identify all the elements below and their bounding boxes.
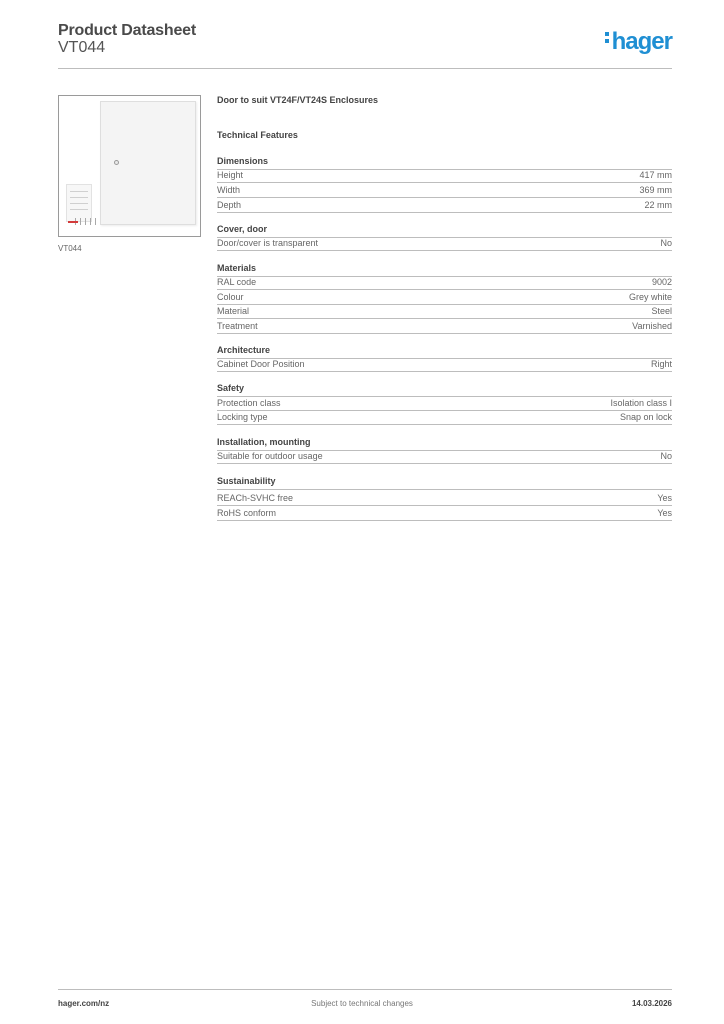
page-title: Product Datasheet [58, 22, 196, 39]
datasheet-header [58, 22, 672, 70]
spec-value: No [660, 238, 672, 248]
footer-website-link[interactable]: hager.com/nz [58, 999, 110, 1008]
product-description: Door to suit VT24F/VT24S Enclosures [217, 95, 379, 105]
spec-value: 22 mm [644, 200, 672, 210]
spec-row [217, 491, 672, 506]
spec-label: Depth [217, 200, 242, 210]
spec-label: Material [217, 306, 250, 316]
accessory-part-icon [80, 218, 81, 225]
spec-label: REACh-SVHC free [217, 493, 294, 503]
spec-label: Treatment [217, 321, 258, 331]
section-title-architecture: Architecture [217, 345, 672, 359]
footer-divider [58, 989, 672, 990]
logo-dots-icon [605, 32, 610, 46]
spec-label: Cabinet Door Position [217, 359, 305, 369]
accessory-red-mark [68, 221, 78, 223]
spec-label: Height [217, 170, 244, 180]
spec-value: Yes [657, 508, 672, 518]
spec-label: Width [217, 185, 241, 195]
spec-label: Suitable for outdoor usage [217, 451, 323, 461]
spec-label: Colour [217, 292, 244, 302]
footer-notice: Subject to technical changes [311, 999, 413, 1008]
product-image [58, 95, 201, 237]
spec-value: No [660, 451, 672, 461]
spec-value: 417 mm [639, 170, 672, 180]
accessory-part-icon [95, 218, 96, 225]
spec-row [217, 275, 672, 290]
accessory-part-icon [85, 218, 86, 225]
header-divider [58, 68, 672, 69]
spec-value: Isolation class I [610, 398, 672, 408]
footer-date: 14.03.2026 [631, 999, 672, 1008]
technical-features-heading: Technical Features [217, 130, 298, 140]
spec-label: RoHS conform [217, 508, 277, 518]
spec-value: Steel [651, 306, 672, 316]
enclosure-illustration [66, 184, 92, 222]
spec-row [217, 290, 672, 305]
spec-value: Yes [657, 493, 672, 503]
spec-value: 9002 [651, 277, 672, 287]
section-title-cover-door: Cover, door [217, 224, 672, 238]
spec-row [217, 396, 672, 411]
accessory-part-icon [90, 218, 91, 225]
spec-value: Snap on lock [619, 412, 672, 422]
spec-row [217, 304, 672, 319]
section-title-dimensions: Dimensions [217, 156, 672, 170]
logo-text: hager [611, 28, 672, 55]
spec-label: Door/cover is transparent [217, 238, 319, 248]
section-title-materials: Materials [217, 263, 672, 277]
spec-value: Grey white [628, 292, 672, 302]
spec-row [217, 449, 672, 464]
product-code: VT044 [58, 39, 106, 56]
spec-row [217, 198, 672, 213]
section-title-sustainability: Sustainability [217, 476, 672, 490]
spec-row [217, 357, 672, 372]
hager-logo [605, 28, 672, 56]
spec-row [217, 236, 672, 251]
spec-row [217, 183, 672, 198]
spec-value: 369 mm [639, 185, 672, 195]
door-lock-icon [114, 160, 119, 165]
spec-label: RAL code [217, 277, 257, 287]
spec-row [217, 319, 672, 334]
spec-row [217, 506, 672, 521]
spec-label: Protection class [217, 398, 281, 408]
spec-row [217, 168, 672, 183]
spec-label: Locking type [217, 412, 268, 422]
door-panel-illustration [100, 101, 196, 225]
spec-value: Varnished [632, 321, 672, 331]
section-title-safety: Safety [217, 383, 672, 397]
spec-value: Right [650, 359, 672, 369]
section-title-installation-mounting: Installation, mounting [217, 437, 672, 451]
image-caption: VT044 [58, 244, 82, 253]
spec-row [217, 410, 672, 425]
